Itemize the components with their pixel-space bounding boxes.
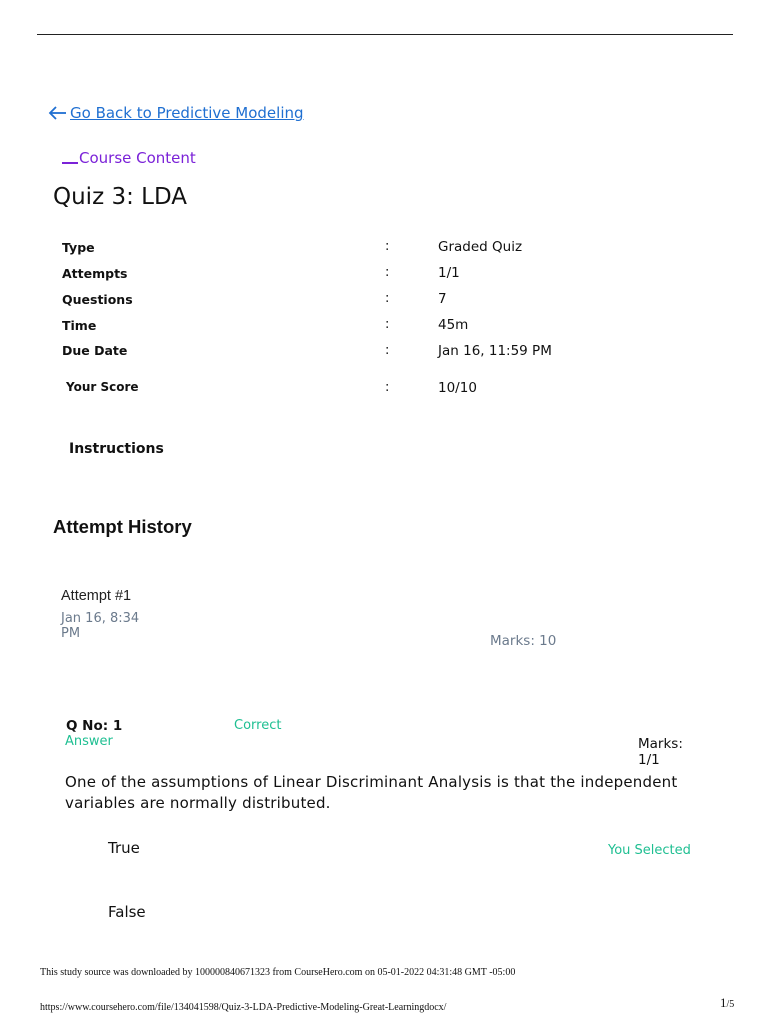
back-to-course-link[interactable]: Go Back to Predictive Modeling — [70, 104, 304, 122]
detail-separator: : — [385, 343, 390, 358]
question-number: Q No: 1 — [66, 718, 123, 734]
detail-label-due-date: Due Date — [62, 343, 128, 358]
detail-separator: : — [385, 291, 390, 306]
option-true: True — [108, 839, 140, 857]
footer-download-note: This study source was downloaded by 100000840671323 from CourseHero.com on 05-01-2022 04:31:48 GMT -05:00 — [40, 967, 516, 978]
attempt-history-heading: Attempt History — [53, 516, 192, 537]
question-text: One of the assumptions of Linear Discriminant Analysis is that the independent variables are normally distributed. — [65, 773, 678, 812]
attempt-marks: Marks: 10 — [490, 633, 557, 649]
detail-label-your-score: Your Score — [66, 380, 139, 394]
attempt-date: Jan 16, 8:34 PM — [61, 611, 140, 641]
detail-separator: : — [385, 265, 390, 280]
question-status-badge: Correct — [234, 718, 282, 733]
selected-indicator: You Selected — [608, 843, 691, 858]
instructions-heading[interactable]: Instructions — [69, 441, 164, 457]
question-marks: Marks: 1/1 — [638, 736, 683, 768]
page-title: Quiz 3: LDA — [53, 184, 188, 210]
page-number — [720, 995, 734, 1011]
answer-label: Answer — [65, 734, 113, 749]
detail-value-questions: 7 — [438, 291, 447, 307]
footer-url: https://www.coursehero.com/file/134041598/Quiz-3-LDA-Predictive-Modeling-Great-Learningdocx/ — [40, 1002, 447, 1013]
course-content-link[interactable]: Course Content — [79, 149, 196, 167]
page-total: /5 — [726, 999, 735, 1010]
course-content-nav[interactable] — [62, 149, 196, 167]
detail-value-time: 45m — [438, 317, 469, 333]
top-divider — [37, 34, 733, 35]
detail-value-type: Graded Quiz — [438, 239, 523, 255]
attempt-number: Attempt #1 — [61, 588, 132, 604]
detail-label-time: Time — [62, 318, 97, 333]
arrow-left-icon[interactable] — [48, 105, 68, 121]
course-content-dash-icon — [62, 162, 78, 164]
detail-value-attempts: 1/1 — [438, 265, 460, 281]
detail-label-type: Type — [62, 240, 95, 255]
detail-separator: : — [385, 380, 390, 395]
back-nav[interactable] — [48, 104, 304, 122]
detail-label-attempts: Attempts — [62, 266, 128, 281]
page-current: 1 — [720, 995, 727, 1010]
detail-label-questions: Questions — [62, 292, 133, 307]
detail-separator: : — [385, 239, 390, 254]
option-false: False — [108, 903, 146, 921]
detail-value-due-date: Jan 16, 11:59 PM — [438, 343, 552, 359]
detail-separator: : — [385, 317, 390, 332]
detail-value-your-score: 10/10 — [438, 380, 477, 396]
